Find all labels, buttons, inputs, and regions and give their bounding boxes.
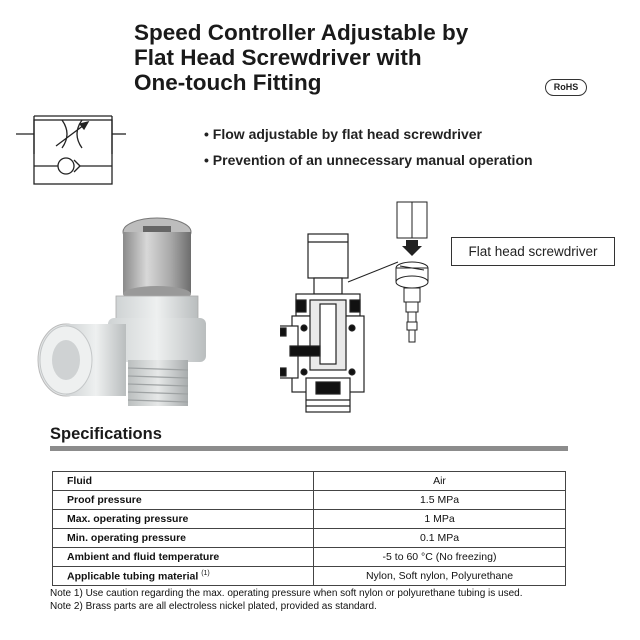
spec-label-text: Applicable tubing material: [67, 570, 199, 583]
spec-label: [53, 567, 314, 586]
note-1: Note 1) Use caution regarding the max. operating pressure when soft nylon or polyurethane tubing is used.: [50, 588, 523, 599]
specifications-heading: Specifications: [50, 425, 162, 443]
flow-control-valve-symbol-icon: [16, 108, 126, 188]
note-reference: (1): [201, 569, 210, 577]
spec-value: 0.1 MPa: [314, 529, 566, 548]
product-photo-icon: [30, 210, 240, 410]
spec-value: 1.5 MPa: [314, 491, 566, 510]
feature-item: • Prevention of an unnecessary manual operation: [204, 147, 533, 173]
table-row: [53, 491, 566, 510]
note-2: Note 2) Brass parts are all electroless nickel plated, provided as standard.: [50, 600, 377, 612]
spec-value: -5 to 60 °C (No freezing): [314, 548, 566, 567]
screwdriver-callout: Flat head screwdriver: [451, 237, 615, 266]
spec-value: 1 MPa: [314, 510, 566, 529]
table-row: [53, 510, 566, 529]
spec-value: Air: [314, 472, 566, 491]
table-row: [53, 529, 566, 548]
notes: [50, 588, 523, 613]
spec-label: Fluid: [53, 472, 314, 491]
title-line-1: Speed Controller Adjustable by: [134, 20, 469, 45]
rohs-badge: RoHS: [545, 79, 587, 96]
table-row: [53, 472, 566, 491]
spec-label: Ambient and fluid temperature: [53, 548, 314, 567]
title-line-2: Flat Head Screwdriver with: [134, 45, 422, 70]
title-line-3: One-touch Fitting: [134, 70, 322, 95]
page-title: [134, 20, 554, 95]
spec-label: Min. operating pressure: [53, 529, 314, 548]
feature-list: [204, 121, 533, 173]
cross-section-drawing-icon: [280, 200, 480, 420]
spec-value: Nylon, Soft nylon, Polyurethane: [314, 567, 566, 586]
specifications-divider: [50, 446, 568, 451]
spec-label: Proof pressure: [53, 491, 314, 510]
spec-label: Max. operating pressure: [53, 510, 314, 529]
feature-item: • Flow adjustable by flat head screwdriver: [204, 121, 533, 147]
specifications-table: [52, 471, 566, 586]
table-row: [53, 548, 566, 567]
table-row: [53, 567, 566, 586]
